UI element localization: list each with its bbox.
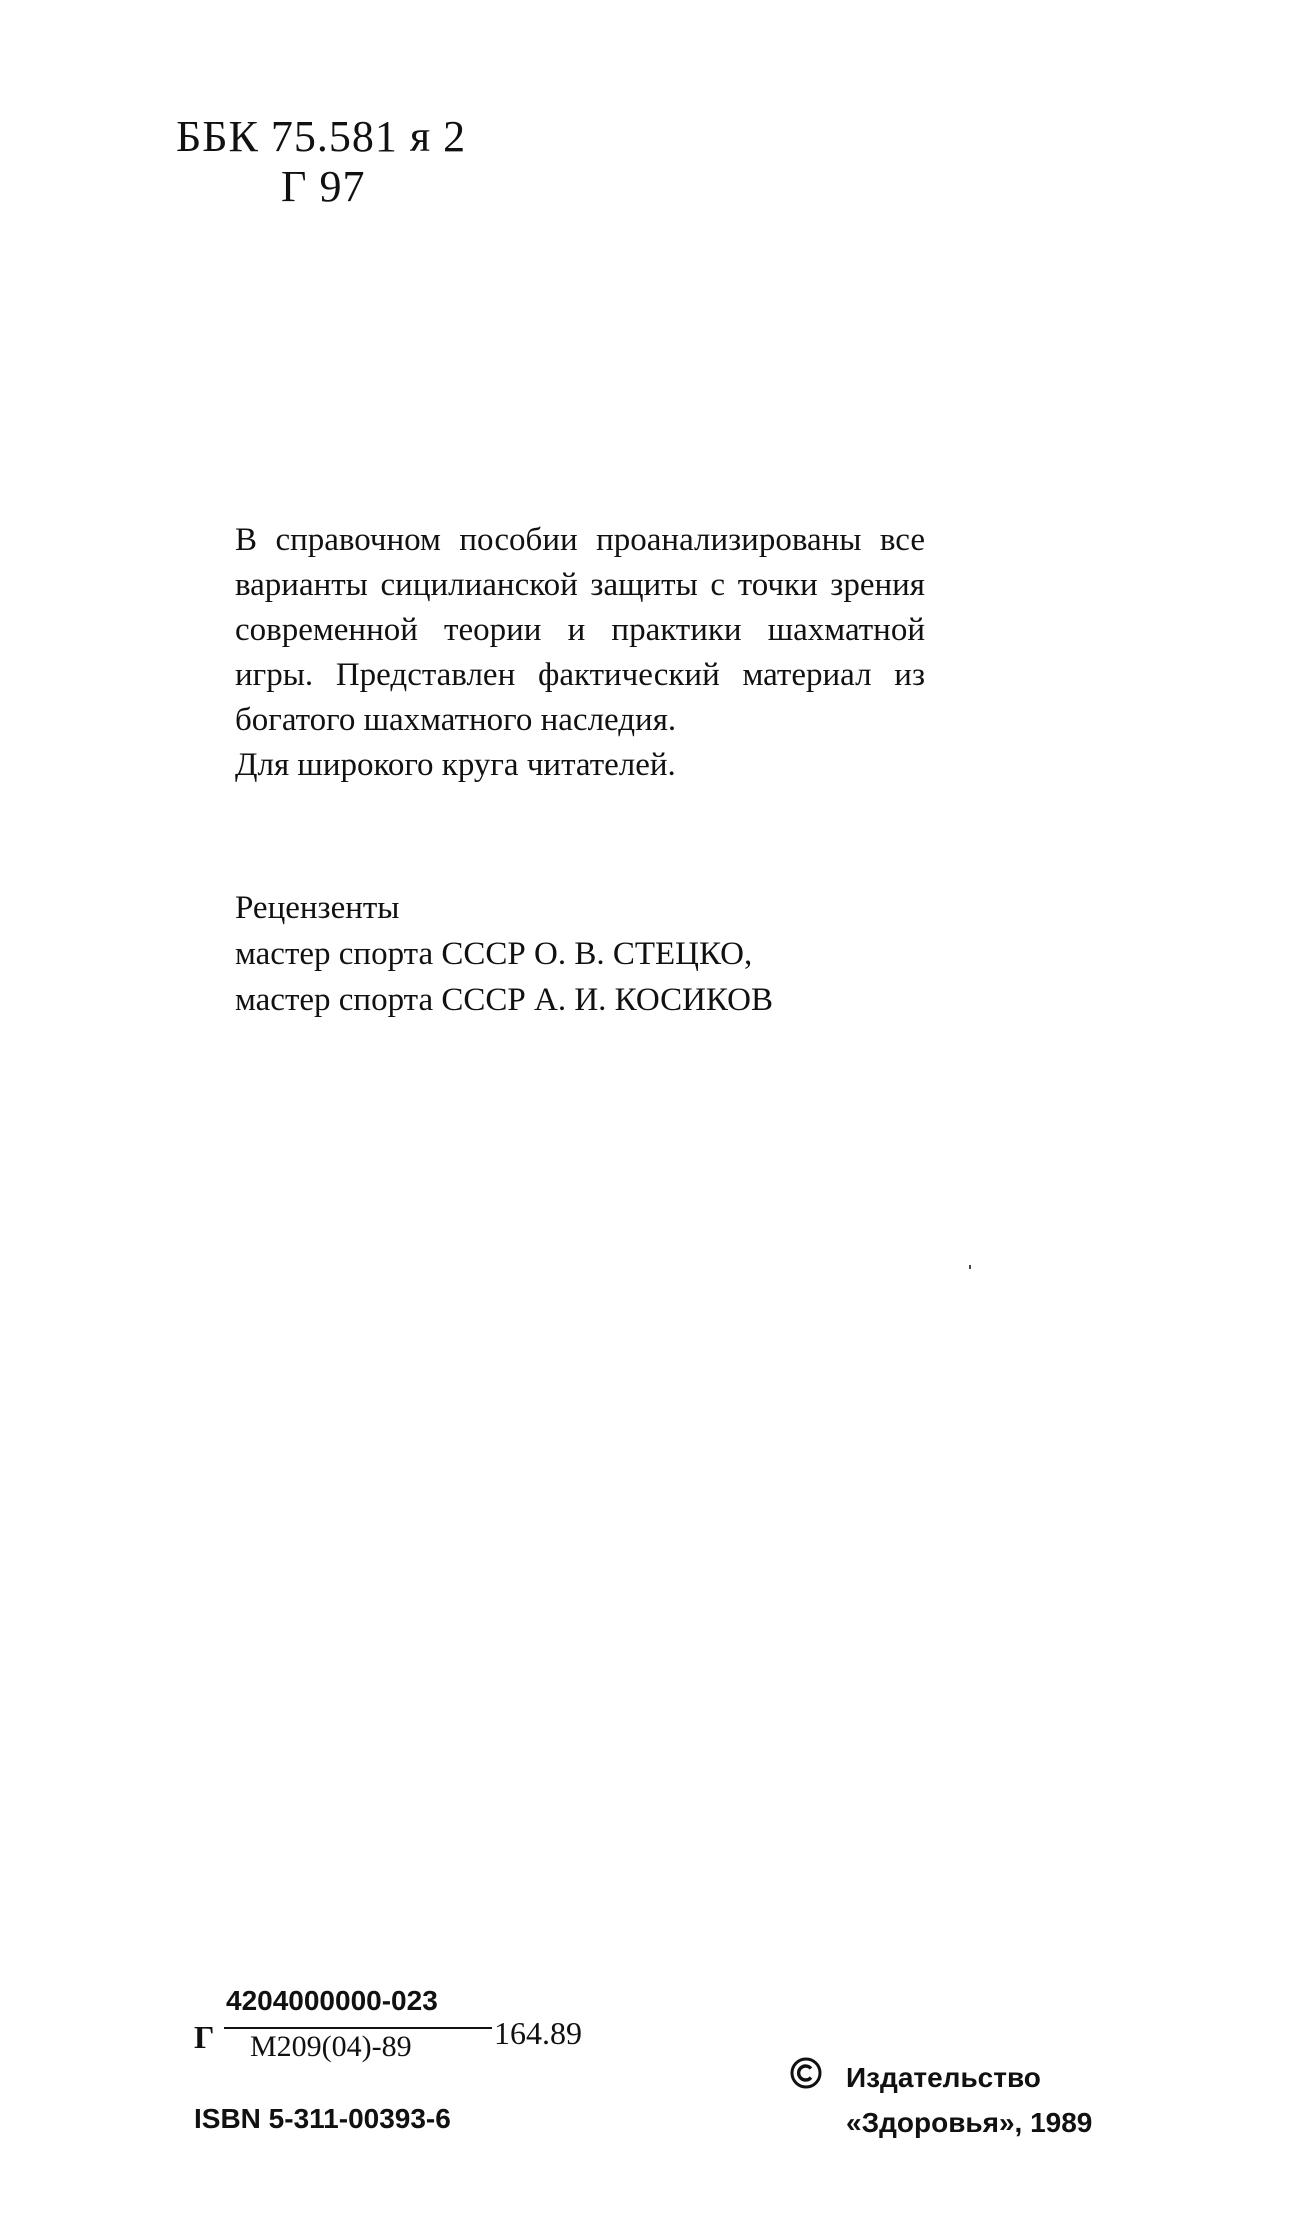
index-letter: Г: [194, 2019, 215, 2055]
annotation-paragraph: В справочном пособии проанализированы все варианты сицилианской защиты с точки зрения современной теории и практики шахматной игры. Представлен фактический материал из богатого шахматного наследия.: [235, 522, 925, 738]
bbk-code: ББК 75.581 я 2: [176, 112, 467, 161]
annotation: [235, 518, 925, 788]
reviewer-2: мастер спорта СССР А. И. КОСИКОВ: [235, 982, 773, 1018]
index-denominator: М209(04)-89: [250, 2030, 412, 2063]
fraction-bar: [224, 2027, 492, 2029]
audience-note: Для широкого круга читателей.: [235, 747, 676, 783]
publisher-name-year: «Здоровья», 1989: [846, 2107, 1093, 2138]
reviewers-heading: Рецензенты: [235, 890, 400, 926]
publisher-copyright: [790, 2055, 1092, 2145]
index-suffix: 164.89: [494, 2015, 582, 2051]
print-speck: [969, 1265, 971, 1269]
bbk-classification: [176, 112, 466, 212]
author-mark: Г 97: [281, 162, 366, 211]
copyright-icon: [790, 2057, 822, 2089]
reviewers: [235, 885, 773, 1023]
publisher-label: Издательство: [846, 2062, 1041, 2093]
isbn: ISBN 5-311-00393-6: [194, 2103, 451, 2134]
index-numerator: 4204000000-023: [226, 1985, 438, 2016]
reviewer-1: мастер спорта СССР О. В. СТЕЦКО,: [235, 936, 753, 972]
